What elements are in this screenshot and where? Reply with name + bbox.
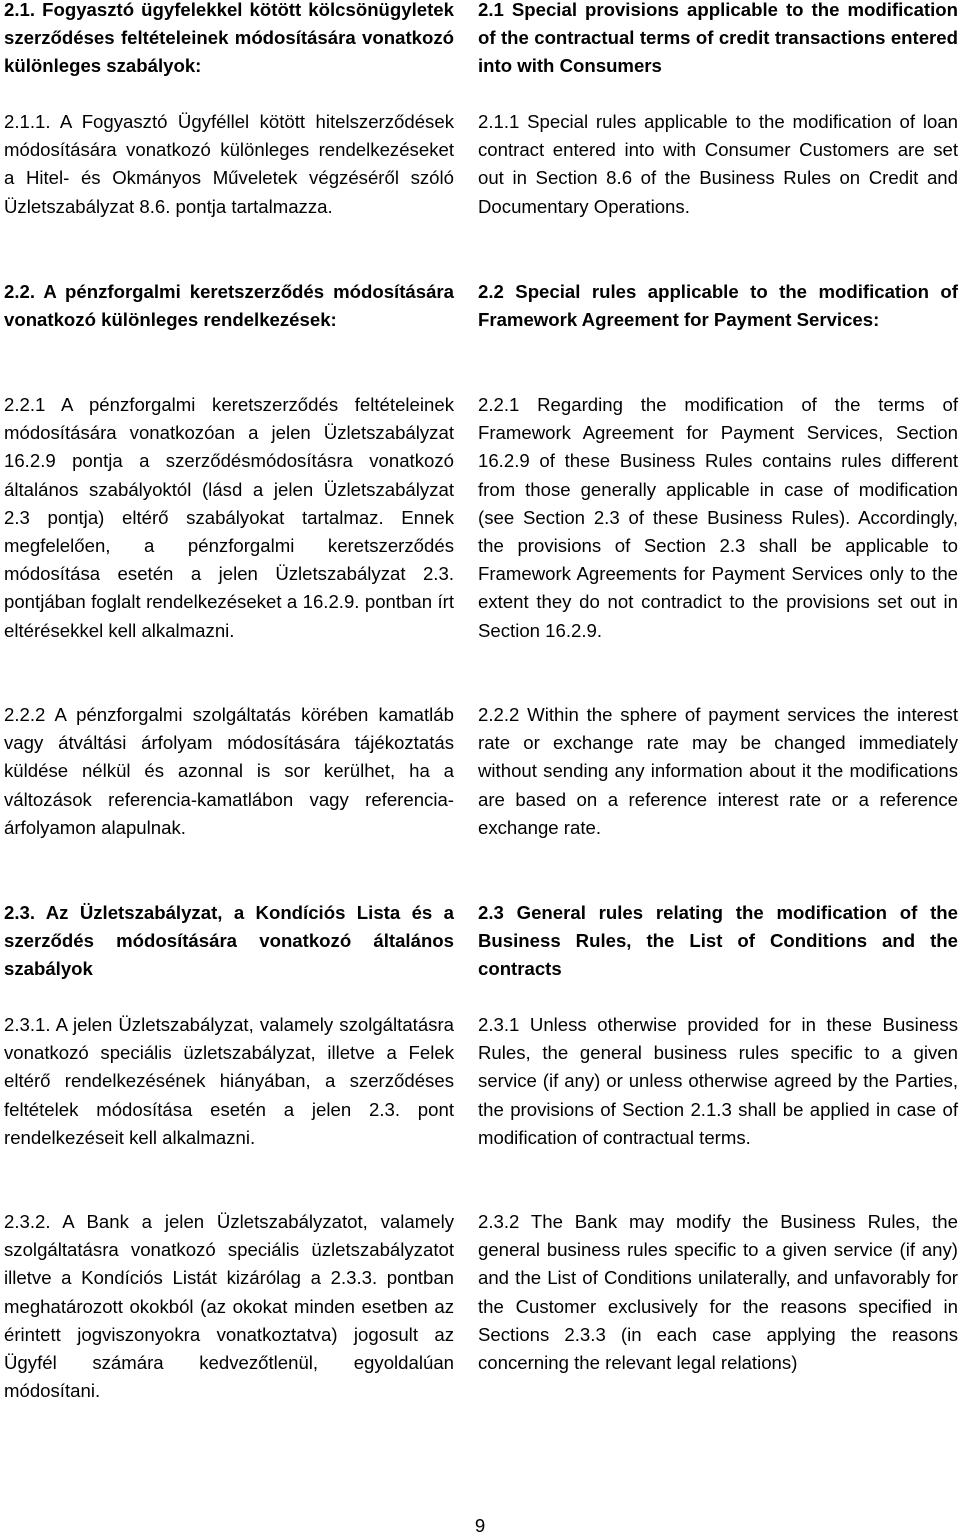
paragraph-2-2-1-en: 2.2.1 Regarding the modification of the terms of Framework Agreement for Payment Services, Section 16.2.9 of these Business Rules contains rules different from those generally applicable in case of modification (see Section 2.3 of these Business Rules). Accordingly, the provisions of Section 2.3 shall be applicable to Framework Agreements for Payment Services only to the extent they do not contradict to the provisions set out in Section 16.2.9.: [478, 394, 958, 641]
paragraph-2-2-1-hu: 2.2.1 A pénzforgalmi keretszerződés feltételeinek módosítására vonatkozóan a jelen Üzletszabályzat 16.2.9 pontja a szerződésmódosításra vonatkozó általános szabályoktól (lásd a jelen Üzletszabályzat 2.3 pontja) eltérő szabályokat tartalmaz. Ennek megfelelően, a pénzforgalmi keretszerződés módosítása esetén a jelen Üzletszabályzat 2.3. pontjában foglalt rendelkezéseket a 16.2.9. pontban írt eltérésekkel kell alkalmazni.: [4, 394, 454, 641]
heading-2-3-en: 2.3 General rules relating the modification of the Business Rules, the List of Conditions and the contracts: [478, 902, 958, 980]
heading-2-3-hu: 2.3. Az Üzletszabályzat, a Kondíciós Lista és a szerződés módosítására vonatkozó általános szabályok: [4, 902, 454, 980]
heading-2-2-en: 2.2 Special rules applicable to the modification of Framework Agreement for Payment Services:: [478, 281, 958, 331]
paragraph-2-1-1-en: 2.1.1 Special rules applicable to the modification of loan contract entered into with Consumer Customers are set out in Section 8.6 of the Business Rules on Credit and Documentary Operations.: [478, 111, 958, 217]
paragraph-2-3-2-en: 2.3.2 The Bank may modify the Business Rules, the general business rules specific to a given service (if any) and the List of Conditions unilaterally, and unfavorably for the Customer exclusively for the reasons specified in Sections 2.3.3 (in each case applying the reasons concerning the relevant legal relations): [478, 1211, 958, 1374]
heading-2-1-en: 2.1 Special provisions applicable to the modification of the contractual terms of credit transactions entered into with Consumers: [478, 0, 958, 77]
paragraph-2-3-1-en: 2.3.1 Unless otherwise provided for in these Business Rules, the general business rules specific to a given service (if any) or unless otherwise agreed by the Parties, the provisions of Section 2.1.3 shall be applied in case of modification of contractual terms.: [478, 1014, 958, 1148]
paragraph-2-3-1-hu: 2.3.1. A jelen Üzletszabályzat, valamely szolgáltatásra vonatkozó speciális üzletszabályzat, illetve a Felek eltérő rendelkezésének hiányában, a szerződéses feltételek módosítása esetén a jelen 2.3. pont rendelkezéseit kell alkalmazni.: [4, 1014, 454, 1148]
paragraph-2-3-2-hu: 2.3.2. A Bank a jelen Üzletszabályzatot, valamely szolgáltatásra vonatkozó speciális üzletszabályzatot illetve a Kondíciós Listát kizárólag a 2.3.3. pontban meghatározott okokból (az okokat minden esetben az érintett jogviszonyokra vonatkoztatva) jogosult az Ügyfél számára kedvezőtlenül, egyoldalúan módosítani.: [4, 1211, 454, 1402]
heading-2-1-hu: 2.1. Fogyasztó ügyfelekkel kötött kölcsönügyletek szerződéses feltételeinek módosítására vonatkozó különleges szabályok:: [4, 0, 454, 77]
page-number: 9: [474, 1515, 486, 1536]
paragraph-2-2-2-hu: 2.2.2 A pénzforgalmi szolgáltatás körében kamatláb vagy átváltási árfolyam módosítására tájékoztatás küldése nélkül és azonnal is sor kerülhet, ha a változások referencia-kamatlábon vagy referencia-árfolyamon alapulnak.: [4, 704, 454, 838]
paragraph-2-1-1-hu: 2.1.1. A Fogyasztó Ügyféllel kötött hitelszerződések módosítására vonatkozó különleges rendelkezéseket a Hitel- és Okmányos Műveletek végzéséről szóló Üzletszabályzat 8.6. pontja tartalmazza.: [4, 111, 454, 217]
heading-2-2-hu: 2.2. A pénzforgalmi keretszerződés módosítására vonatkozó különleges rendelkezések:: [4, 281, 454, 331]
paragraph-2-2-2-en: 2.2.2 Within the sphere of payment services the interest rate or exchange rate may be changed immediately without sending any information about it the modifications are based on a reference interest rate or a reference exchange rate.: [478, 704, 958, 838]
